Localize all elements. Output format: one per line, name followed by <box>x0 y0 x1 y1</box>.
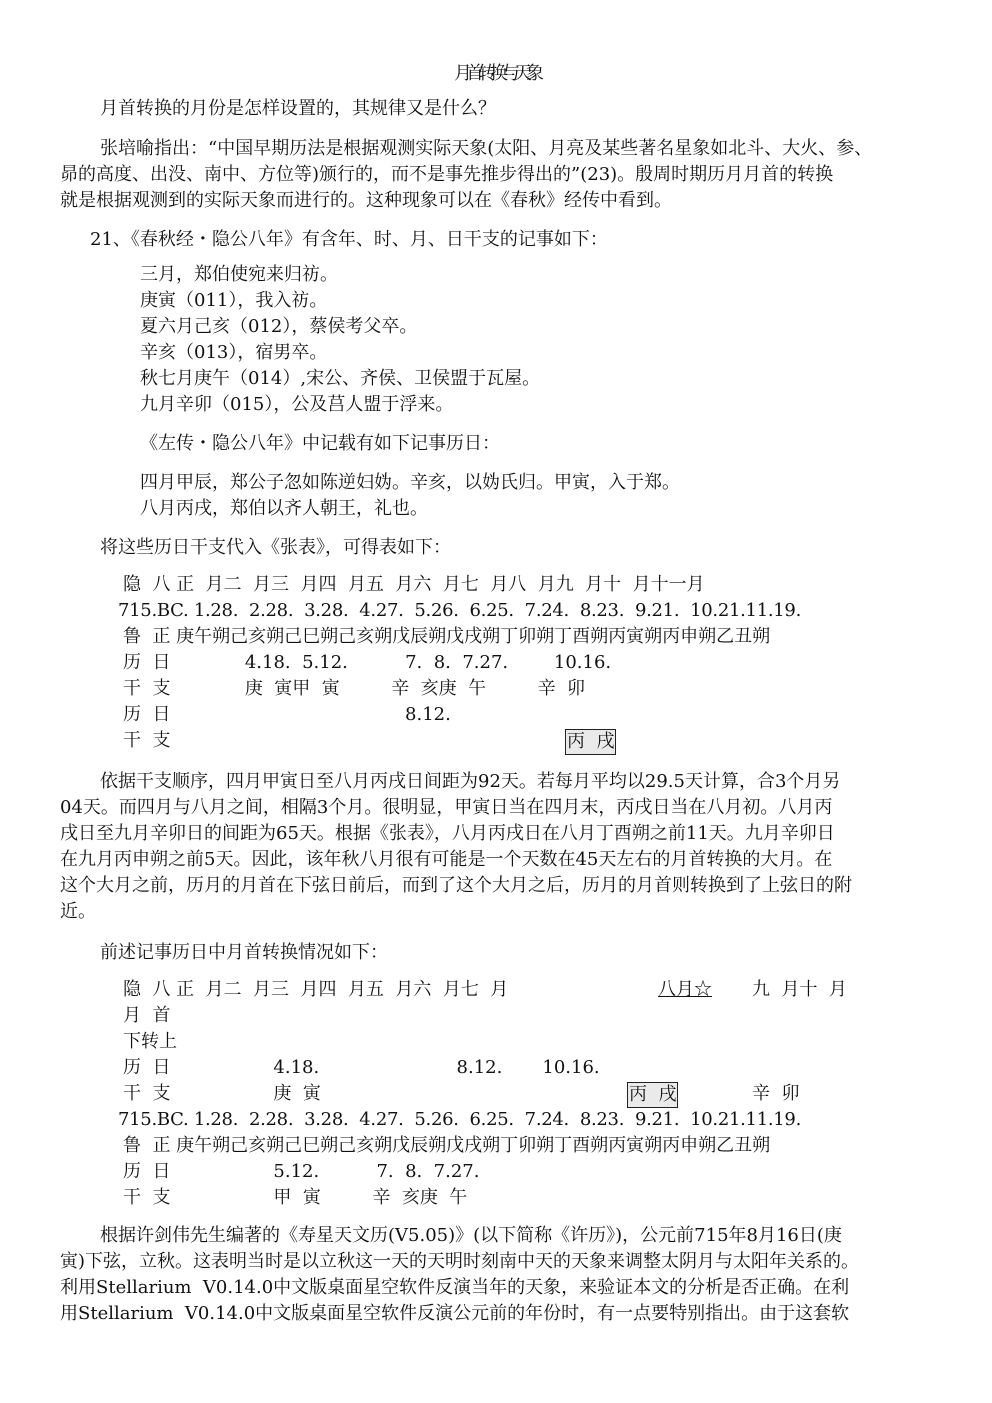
highlighted-ganzhi-box: 丙 戌 <box>565 729 616 755</box>
table-row: 715.BC. 1.28. 2.28. 3.28. 4.27. 5.26. 6.25. 7.24. 8.23. 9.21. 10.21.11.19. <box>118 600 802 621</box>
paragraph-line: 近。 <box>60 901 96 922</box>
table-row: 隐 八 正 月二 月三 月四 月五 月六 月七 月八 月九 月十 月十一月 <box>123 574 705 595</box>
paragraph-line: 张培喻指出：“中国早期历法是根据观测实际天象(太阳、月亮及某些著名星象如北斗、大火、参、 <box>100 138 873 159</box>
record-line: 秋七月庚午（014）,宋公、齐侯、卫侯盟于瓦屋。 <box>140 368 541 389</box>
table-row: 历 日 4.18. 8.12. 10.16. <box>123 1057 600 1078</box>
table-row: 干 支 庚 寅甲 寅 辛 亥庚 午 辛 卯 <box>123 678 586 699</box>
table-row: 历 日 5.12. 7. 8. 7.27. <box>123 1161 480 1182</box>
big-month-marker: 八月☆ <box>658 979 712 1000</box>
paragraph-line: 就是根据观测到的实际天象而进行的。这种现象可以在《春秋》经传中看到。 <box>60 190 672 211</box>
paragraph-line: 寅)下弦，立秋。这表明当时是以立秋这一天的天明时刻南中天的天象来调整太阴月与太阳年关系的。 <box>60 1251 860 1272</box>
paragraph-line: 戌日至九月辛卯日的间距为65天。根据《张表》，八月丙戌日在八月丁酉朔之前11天。九月辛卯日 <box>60 823 835 844</box>
paragraph-line: 昴的高度、出没、南中、方位等)颁行的，而不是事先推步得出的”(23)。殷周时期历月月首的转换 <box>60 164 834 185</box>
paragraph-line: 用Stellarium V0.14.0中文版桌面星空软件反演公元前的年份时，有一点要特别指出。由于这套软 <box>60 1303 850 1324</box>
record-line: 三月，郑伯使宛来归祊。 <box>140 264 338 285</box>
table-row: 历 日 8.12. <box>123 704 451 725</box>
table-row: 干 支 庚 寅 <box>123 1083 321 1104</box>
record-line: 辛亥（013），宿男卒。 <box>140 342 328 363</box>
highlighted-ganzhi-box: 丙 戌 <box>627 1082 678 1108</box>
table-row: 辛 卯 <box>752 1083 800 1104</box>
table-row: 715.BC. 1.28. 2.28. 3.28. 4.27. 5.26. 6.25. 7.24. 8.23. 9.21. 10.21.11.19. <box>118 1109 802 1130</box>
question-line: 月首转换的月份是怎样设置的，其规律又是什么？ <box>100 98 496 119</box>
table-row-label: 干 支 <box>123 730 171 751</box>
table-row: 月 首 <box>123 1005 171 1026</box>
paragraph-line: 这个大月之前，历月的月首在下弦日前后，而到了这个大月之后，历月的月首则转换到了上弦日的附 <box>60 875 852 896</box>
document-title: 月首转换与天象 <box>454 63 538 84</box>
paragraph-line: 根据许剑伟先生编著的《寿星天文历(V5.05)》(以下简称《许历》)，公元前715年8月16日(庚 <box>100 1225 842 1246</box>
zuozhuan-intro: 《左传・隐公八年》中记载有如下记事历日： <box>140 433 500 454</box>
paragraph-line: 利用Stellarium V0.14.0中文版桌面星空软件反演当年的天象，来验证本文的分析是否正确。在利 <box>60 1277 850 1298</box>
record-line: 庚寅（011），我入祊。 <box>140 290 328 311</box>
table-row: 历 日 4.18. 5.12. 7. 8. 7.27. 10.16. <box>123 652 612 673</box>
table-row: 干 支 甲 寅 辛 亥庚 午 <box>123 1187 468 1208</box>
record-line: 夏六月己亥（012），蔡侯考父卒。 <box>140 316 418 337</box>
paragraph-line: 在九月丙申朔之前5天。因此，该年秋八月很有可能是一个天数在45天左右的月首转换的大月。在 <box>60 849 833 870</box>
record-line: 九月辛卯（015），公及莒人盟于浮来。 <box>140 394 454 415</box>
paragraph-line: 依据干支顺序，四月甲寅日至八月丙戌日间距为92天。若每月平均以29.5天计算，合3个月另 <box>100 771 841 792</box>
table-row: 鲁 正 庚午朔己亥朔己巳朔己亥朔戊辰朔戊戌朔丁卯朔丁酉朔丙寅朔丙申朔乙丑朔 <box>123 1135 771 1156</box>
paragraph-line: 21、《春秋经・隐公八年》有含年、时、月、日干支的记事如下： <box>90 229 608 250</box>
table-row: 下转上 <box>123 1031 177 1052</box>
zuozhuan-line: 八月丙戌，郑伯以齐人朝王，礼也。 <box>140 498 428 519</box>
paragraph-line: 将这些历日干支代入《张表》，可得表如下： <box>100 537 451 558</box>
table-row: 隐 八 正 月二 月三 月四 月五 月六 月七 月 <box>123 979 509 1000</box>
table-row: 鲁 正 庚午朔己亥朔己巳朔己亥朔戊辰朔戊戌朔丁卯朔丁酉朔丙寅朔丙申朔乙丑朔 <box>123 626 771 647</box>
paragraph-line: 04天。而四月与八月之间，相隔3个月。很明显，甲寅日当在四月末，丙戌日当在八月初。八月丙 <box>60 797 833 818</box>
table-row: 九 月十 月 <box>752 979 847 1000</box>
zuozhuan-line: 四月甲辰，郑公子忽如陈逆妇妫。辛亥，以妫氏归。甲寅，入于郑。 <box>140 472 680 493</box>
paragraph-line: 前述记事历日中月首转换情况如下： <box>100 942 388 963</box>
